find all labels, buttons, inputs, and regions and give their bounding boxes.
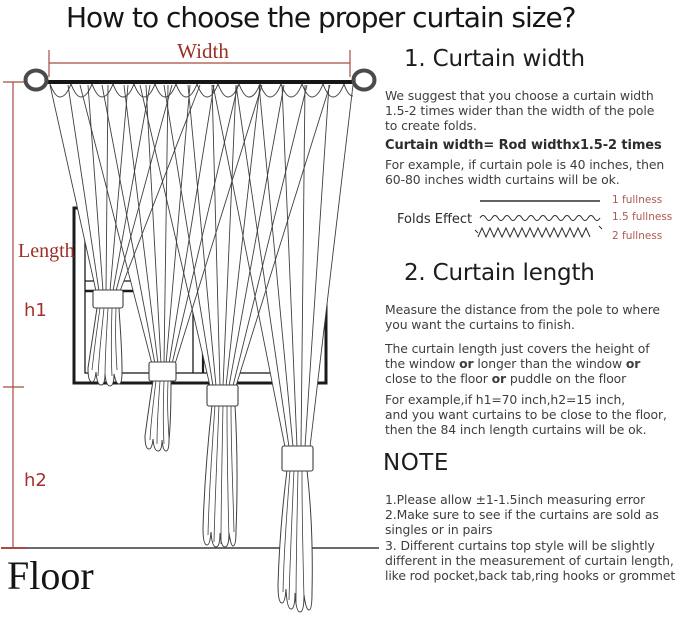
fullness-2-label: 2 fullness [612,230,663,242]
finial-ring-right [354,71,375,90]
finial-ring-left [26,71,47,90]
text-line [385,341,650,356]
text-line: then the 84 inch length curtains will be ok. [385,422,647,438]
fullness-1-5-label: 1.5 fullness [612,211,673,223]
section2-para2 [385,341,650,387]
length-label: Length [18,240,75,262]
section1-para1 [385,88,654,134]
text-line: We suggest that you choose a curtain width [385,88,654,103]
width-label: Width [177,40,229,63]
section2-para1 [385,302,660,332]
curtain-diagram [0,40,390,617]
text-line: For example, if curtain pole is 40 inches, then [385,157,665,172]
or-emphasis: or [625,356,641,372]
length-dimension [1,82,26,548]
text-line: and you want curtains to be close to the floor, [385,407,667,423]
note-heading: NOTE [383,450,449,476]
text-line: 1.5-2 times wider than the width of the pole [385,103,655,119]
text-line: to create folds. [385,118,477,134]
note-item-3-cont: like rod pocket,back tab,ring hooks or grommet [385,568,676,584]
note-item-1: 1.Please allow ±1-1.5inch measuring error [385,492,646,507]
fullness-line-1-5 [480,216,600,221]
h1-label: h1 [24,300,47,321]
folds-effect-legend [385,192,679,252]
fullness-line-2 [475,226,602,237]
fullness-1-label: 1 fullness [612,194,663,206]
curtain-bundle-2 [145,362,176,451]
section2-heading: 2. Curtain length [404,260,595,286]
or-emphasis: or [459,356,474,372]
note-item-2: 2.Make sure to see if the curtains are sold as [385,507,659,523]
note-item-3: 3. Different curtains top style will be slightly [385,537,655,553]
section2-para3 [385,392,667,438]
section1-heading: 1. Curtain width [404,46,585,72]
floor-label: Floor [7,553,94,598]
text-line: 60-80 inches width curtains will be ok. [385,172,620,188]
text-segment: longer than the window [473,356,626,372]
curtain-bundle-3 [203,385,238,547]
section1-para2 [385,157,664,187]
or-emphasis: or [491,371,507,387]
curtain-bundle-4 [278,446,313,612]
h2-label: h2 [24,470,47,491]
curtain-width-formula: Curtain width= Rod widthx1.5-2 times [385,138,662,153]
note-item-2-cont: singles or in pairs [385,522,493,538]
curtain-bundle-1 [88,290,123,386]
text-segment: puddle on the floor [506,371,627,387]
text-segment: The curtain length just covers the height of [385,341,650,356]
text-segment: the window [385,356,460,372]
text-line: Measure the distance from the pole to where [385,302,660,317]
folds-effect-label: Folds Effect [397,212,473,227]
text-line: For example,if h1=70 inch,h2=15 inch, [385,392,626,407]
text-segment: close to the floor [385,371,492,387]
note-list [385,492,675,583]
note-item-3-cont: different in the measurement of curtain length, [385,552,674,568]
page-title: How to choose the proper curtain size? [66,1,576,34]
text-line: you want the curtains to finish. [385,317,575,333]
text-line [385,371,650,386]
text-line [385,356,650,371]
